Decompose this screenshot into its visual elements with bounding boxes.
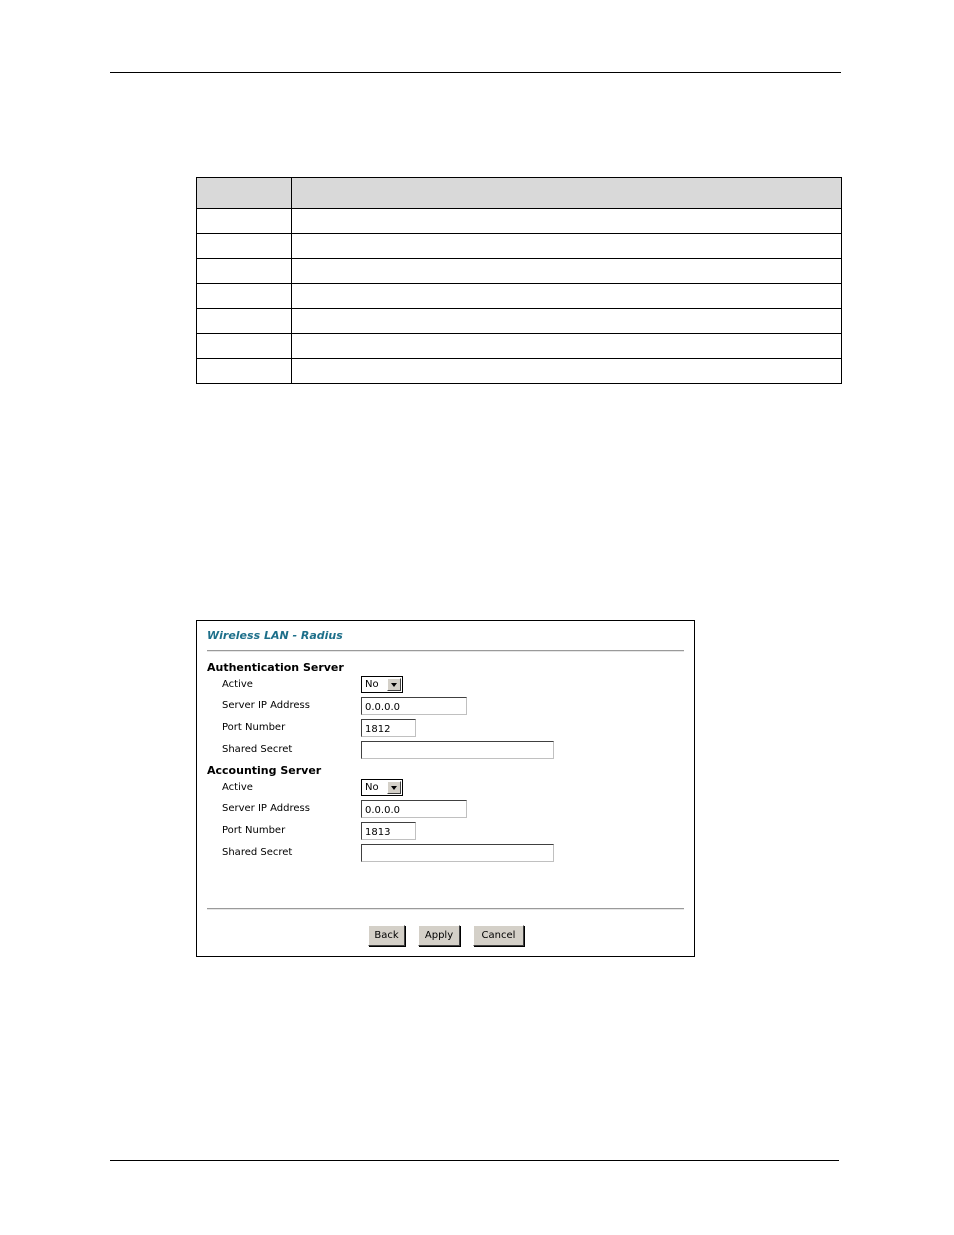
acct-secret-input[interactable]: [361, 844, 554, 862]
acct-active-value: No: [365, 782, 379, 793]
acct-ip-label: Server IP Address: [222, 803, 310, 814]
wireless-lan-radius-panel: [196, 620, 695, 957]
table-row: [197, 359, 842, 384]
auth-active-select[interactable]: [361, 676, 403, 693]
acct-active-label: Active: [222, 782, 253, 793]
table-row: [197, 209, 842, 234]
acct-server-heading: Accounting Server: [207, 764, 322, 777]
apply-button[interactable]: Apply: [418, 925, 460, 946]
panel-title: Wireless LAN - Radius: [207, 629, 343, 642]
table-row: [197, 234, 842, 259]
table-row: [197, 334, 842, 359]
acct-port-label: Port Number: [222, 825, 286, 836]
acct-secret-label: Shared Secret: [222, 847, 293, 858]
auth-ip-input[interactable]: [361, 697, 467, 715]
auth-secret-input[interactable]: [361, 741, 554, 759]
back-button[interactable]: Back: [368, 925, 405, 946]
table-header-row: [197, 178, 842, 209]
auth-port-input[interactable]: [361, 719, 416, 737]
auth-active-value: No: [365, 679, 379, 690]
title-divider: [207, 650, 684, 652]
chevron-down-icon[interactable]: [387, 678, 401, 691]
auth-ip-label: Server IP Address: [222, 700, 310, 711]
acct-ip-input[interactable]: [361, 800, 467, 818]
table-row: [197, 309, 842, 334]
acct-port-input[interactable]: [361, 822, 416, 840]
header-rule: [110, 72, 841, 73]
auth-server-heading: Authentication Server: [207, 661, 344, 674]
auth-port-label: Port Number: [222, 722, 286, 733]
table-row: [197, 259, 842, 284]
auth-secret-label: Shared Secret: [222, 744, 293, 755]
cancel-button[interactable]: Cancel: [473, 925, 524, 946]
acct-active-select[interactable]: [361, 779, 403, 796]
document-table: [196, 177, 842, 384]
auth-active-label: Active: [222, 679, 253, 690]
footer-divider: [207, 908, 684, 910]
chevron-down-icon[interactable]: [387, 781, 401, 794]
footer-rule: [110, 1160, 839, 1161]
table-row: [197, 284, 842, 309]
